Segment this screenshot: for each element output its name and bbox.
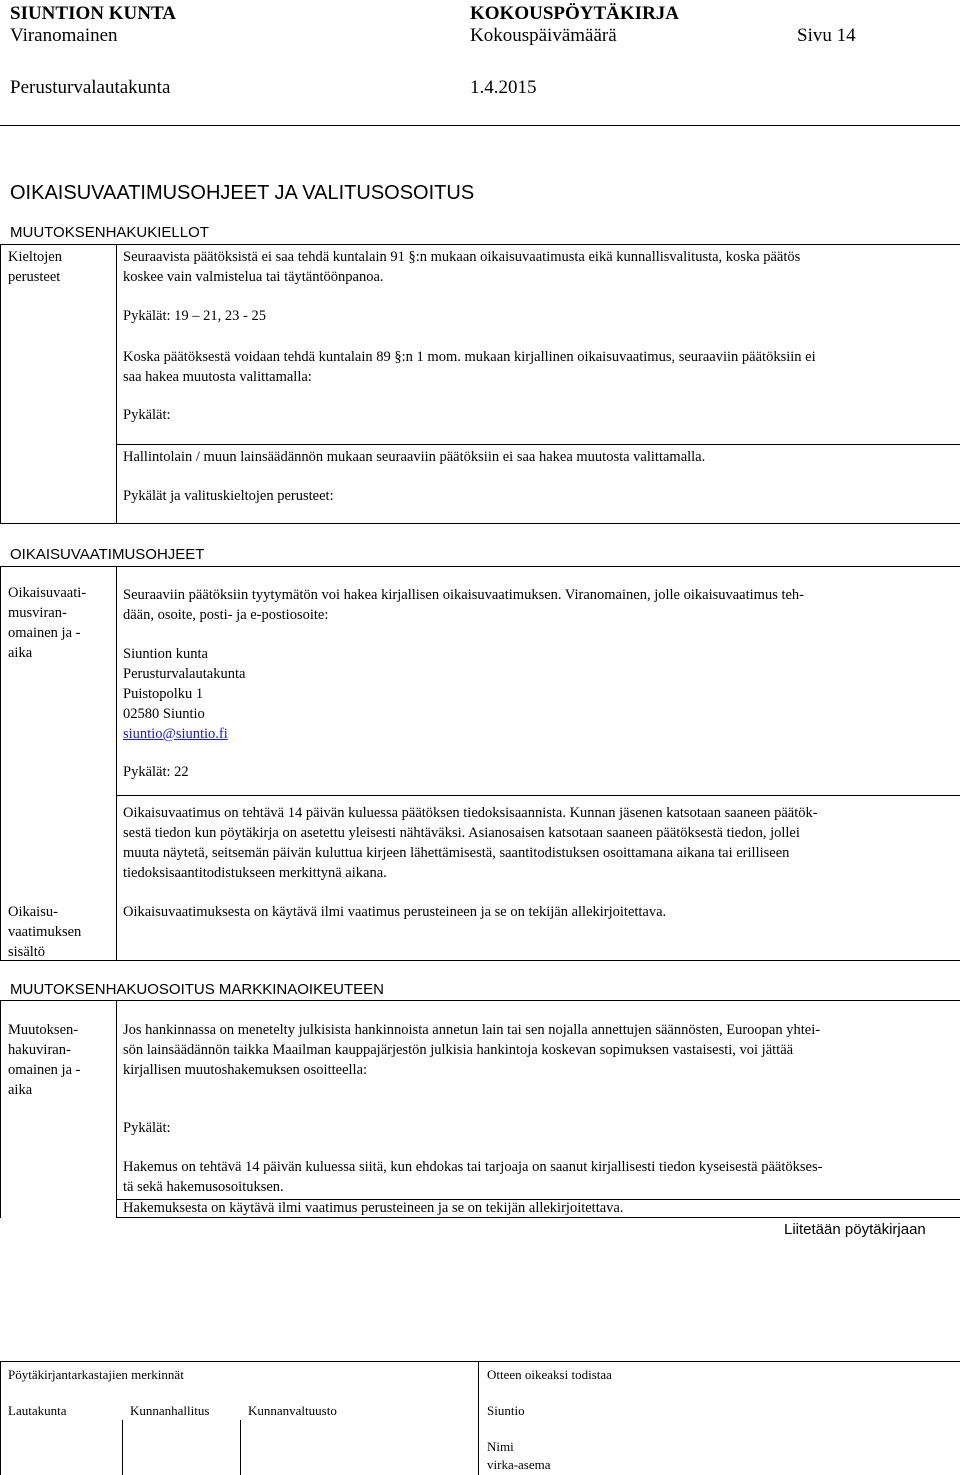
section3-left-rule: [0, 1000, 1, 1218]
page-number: Sivu 14: [797, 25, 856, 46]
name-label: Nimi: [487, 1439, 514, 1454]
board-label: Lautakunta: [8, 1403, 67, 1418]
section2-inner-rule: [116, 795, 960, 796]
claim-authority-label: [8, 583, 86, 663]
text-line: Seuraaviin päätöksiin tyytymätön voi hakea kirjallisen oikaisuvaatimuksen. Viranomainen, jolle oikaisuvaatimus teh-: [123, 587, 805, 603]
address-block: [123, 644, 245, 724]
municipal-council-label: Kunnanvaltuusto: [248, 1403, 337, 1418]
claim-content-paragraph: Oikaisuvaatimuksesta on käytävä ilmi vaatimus perusteineen ja se on tekijän allekirjoitettava.: [123, 904, 667, 920]
label-line: hakuviran-: [8, 1042, 71, 1058]
org-name: SIUNTION KUNTA: [10, 3, 176, 24]
text-line: tä sekä hakemusosoituksen.: [123, 1179, 284, 1195]
section3-top-rule: [0, 1000, 960, 1001]
address-line: Puistopolku 1: [123, 686, 204, 702]
text-line: dään, osoite, posti- ja e-postiosoite:: [123, 607, 329, 623]
section-heading-market-court: MUUTOKSENHAKUOSOITUS MARKKINAOIKEUTEEN: [10, 981, 384, 998]
restrictions-label-line2: perusteet: [8, 269, 61, 285]
position-label: virka-asema: [487, 1457, 551, 1472]
footer-col-rule-2: [240, 1420, 241, 1475]
claim-content-label: [8, 902, 81, 962]
place-label: Siuntio: [487, 1403, 525, 1418]
restrictions-sections: Pykälät: 19 – 21, 23 - 25: [123, 308, 266, 324]
address-line: Siuntion kunta: [123, 646, 208, 662]
section-heading-claims: OIKAISUVAATIMUSOHJEET: [10, 546, 205, 563]
section-heading-restrictions: MUUTOKSENHAKUKIELLOT: [10, 224, 209, 241]
label-line: Oikaisu-: [8, 904, 58, 920]
footer-left-rule: [0, 1361, 1, 1475]
label-line: sisältö: [8, 944, 46, 960]
certified-copy-label: Otteen oikeaksi todistaa: [487, 1367, 612, 1382]
section2-top-rule: [0, 566, 960, 567]
section1-bottom-rule: [0, 523, 960, 524]
footer-top-rule: [0, 1361, 960, 1362]
claim-deadline-paragraph: [123, 803, 818, 883]
section2-bottom-rule: [0, 960, 960, 961]
section1-left-rule: [0, 244, 1, 524]
footer-col-rule-1: [122, 1420, 123, 1475]
section3-column-rule: [116, 1000, 117, 1218]
text-line: kirjallisen muutoshakemuksen osoitteella:: [123, 1062, 368, 1078]
text-line: Oikaisuvaatimus on tehtävä 14 päivän kuluessa päätöksen tiedoksisaannista. Kunnan jäsenen katsotaan saaneen päätök-: [123, 805, 818, 821]
label-line: Muutoksen-: [8, 1022, 79, 1038]
admin-law-paragraph: Hallintolain / muun lainsäädännön mukaan seuraaviin päätöksiin ei saa hakea muutosta valittamalla.: [123, 449, 706, 465]
footer-middle-rule: [478, 1361, 479, 1475]
label-line: vaatimuksen: [8, 924, 82, 940]
claim-sections: Pykälät:: [123, 407, 171, 423]
text-line: saa hakea muutosta valittamalla:: [123, 369, 312, 385]
application-content-paragraph: Hakemuksesta on käytävä ilmi vaatimus perusteineen ja se on tekijän allekirjoitettava.: [123, 1200, 624, 1216]
text-line: sestä tiedon kun pöytäkirja on asetettu yleisesti nähtäväksi. Asianosaisen katsotaan saaneen päätöksestä tiedon, jollei: [123, 825, 800, 841]
date-label: Kokouspäivämäärä: [470, 25, 617, 46]
authority-label: Viranomainen: [10, 25, 118, 46]
inspector-notes-label: Pöytäkirjantarkastajien merkinnät: [8, 1367, 184, 1382]
appeal-ban-sections: Pykälät ja valituskieltojen perusteet:: [123, 488, 334, 504]
text-line: sön lainsäädännön taikka Maailman kauppajärjestön julkisia hankintoja koskevan sopimuksen vastaisesti, voi jättää: [123, 1042, 794, 1058]
label-line: Oikaisuvaati-: [8, 585, 87, 601]
text-line: tiedoksisaantitodistukseen merkittynä aikana.: [123, 865, 387, 881]
section1-top-rule: [0, 244, 960, 245]
label-line: omainen ja -: [8, 625, 81, 641]
meeting-date: 1.4.2015: [470, 77, 537, 98]
label-line: musviran-: [8, 605, 67, 621]
restrictions-paragraph: [123, 247, 800, 287]
page-title: OIKAISUVAATIMUSOHJEET JA VALITUSOSOITUS: [10, 182, 475, 204]
address-line: 02580 Siuntio: [123, 706, 205, 722]
header-divider: [0, 125, 960, 126]
claim-instruction-paragraph: [123, 585, 804, 625]
procurement-sections: Pykälät:: [123, 1120, 171, 1136]
attached-note: Liitetään pöytäkirjaan: [784, 1221, 926, 1238]
claim-paragraph: [123, 347, 816, 387]
authority-name: Perusturvalautakunta: [10, 77, 171, 98]
text-line: Koska päätöksestä voidaan tehdä kuntalain 89 §:n 1 mom. mukaan kirjallinen oikaisuvaatimus, seuraaviin päätöksiin ei: [123, 349, 816, 365]
procurement-paragraph: [123, 1020, 820, 1080]
section1-column-rule: [116, 244, 117, 524]
text-line: Seuraavista päätöksistä ei saa tehdä kuntalain 91 §:n mukaan oikaisuvaatimusta eikä kunnallisvalitusta, koska päätös: [123, 249, 801, 265]
label-line: aika: [8, 1082, 33, 1098]
text-line: Hakemus on tehtävä 14 päivän kuluessa siitä, kun ehdokas tai tarjoaja on saanut kirjallisesti tiedon kyseisestä päätökses-: [123, 1159, 823, 1175]
label-line: omainen ja -: [8, 1062, 81, 1078]
municipal-board-label: Kunnanhallitus: [130, 1403, 210, 1418]
application-deadline-paragraph: [123, 1157, 822, 1197]
section1-inner-rule: [116, 444, 960, 445]
text-line: muuta näytetä, seitsemän päivän kuluttua kirjeen lähettämisestä, saantitodistuksen osoittamana aikana tai erilliseen: [123, 845, 790, 861]
section2-left-rule: [0, 566, 1, 960]
label-line: aika: [8, 645, 33, 661]
restrictions-label-line1: Kieltojen: [8, 249, 62, 265]
email-link[interactable]: siuntio@siuntio.fi: [123, 726, 228, 742]
appeal-authority-label: [8, 1020, 80, 1100]
doc-type: KOKOUSPÖYTÄKIRJA: [470, 3, 680, 24]
text-line: Jos hankinnassa on menetelty julkisista hankinnoista annetun lain tai sen nojalla annettujen säännösten, Euroopan yhtei-: [123, 1022, 821, 1038]
section2-column-rule: [116, 566, 117, 960]
claim-sections-2: Pykälät: 22: [123, 764, 189, 780]
address-line: Perusturvalautakunta: [123, 666, 246, 682]
text-line: koskee vain valmistelua tai täytäntöönpanoa.: [123, 269, 384, 285]
